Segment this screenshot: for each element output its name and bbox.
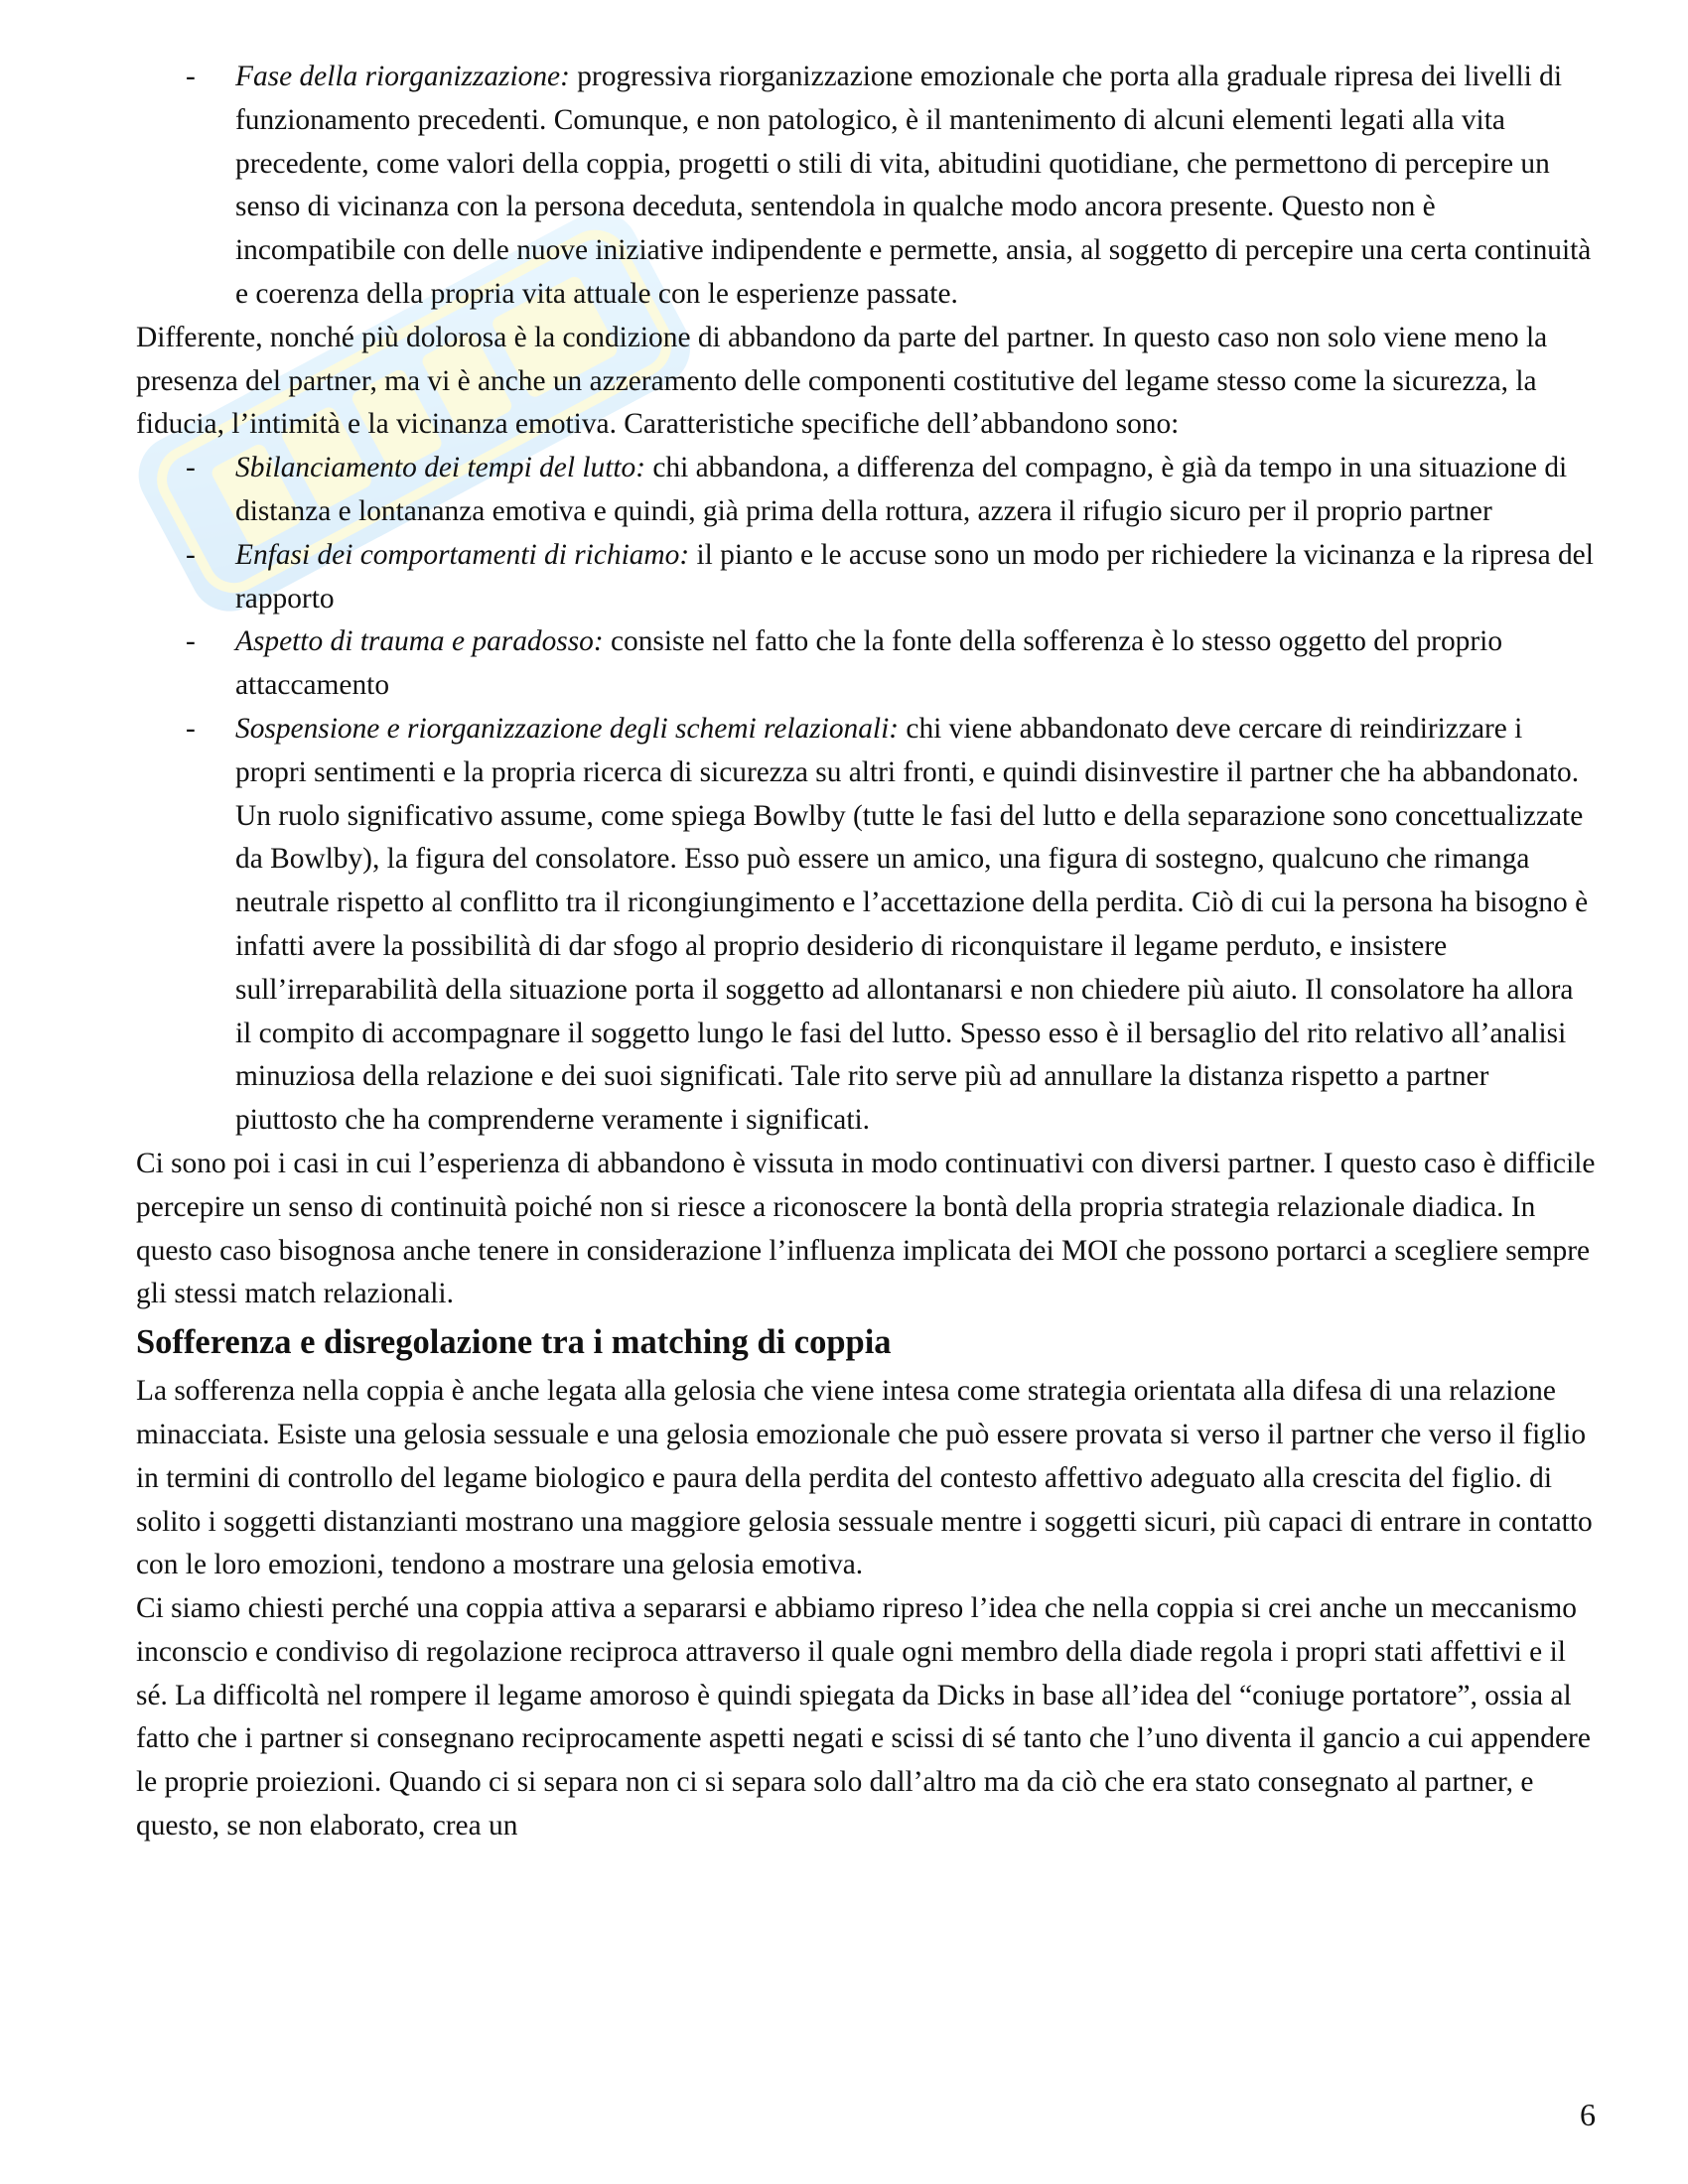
list-dash: -: [186, 712, 196, 745]
bullet-enfasi: [136, 534, 1596, 621]
bullet-text: il pianto e le accuse sono un modo per richiedere la vicinanza e la ripresa del rapporto: [235, 538, 1594, 614]
bullet-text: consiste nel fatto che la fonte della sofferenza è lo stesso oggetto del proprio attaccamento: [235, 625, 1503, 702]
section-heading: Sofferenza e disregolazione tra i matching di coppia: [136, 1323, 892, 1362]
page-number: 6: [1580, 2097, 1596, 2132]
paragraph-gelosia: La sofferenza nella coppia è anche legata alla gelosia che viene intesa come strategia orientata alla difesa di una relazione minacciata. Esiste una gelosia sessuale e una gelosia emozionale che può essere provata si verso il partner che verso il figlio in termini di controllo del legame biologico e paura della perdita del contesto affettivo adeguato alla crescita del figlio. di solito i soggetti distanzianti mostrano una maggiore gelosia sessuale mentre i soggetti sicuri, più capaci di entrare in contatto con le loro emozioni, tendono a mostrare una gelosia emotiva.: [136, 1375, 1593, 1581]
bullet-sospensione: [136, 708, 1596, 1143]
bullet-text: chi viene abbandonato deve cercare di reindirizzare i propri sentimenti e la propria ricerca di sicurezza su altri fronti, e quindi disinvestire il partner che ha abbandonato. Un ruolo significativo assume, come spiega Bowlby (tutte le fasi del lutto e della separazione sono concettualizzate da Bowlby), la figura del consolatore. Esso può essere un amico, una figura di sostegno, qualcuno che rimanga neutrale rispetto al conflitto tra il ricongiungimento e l’accettazione della perdita. Ciò di cui la persona ha bisogno è infatti avere la possibilità di dar sfogo al proprio desiderio di riconquistare il legame perduto, e insistere sull’irreparabilità della situazione porta il soggetto ad allontanarsi e non chiedere più aiuto. Il consolatore ha allora il compito di accompagnare il soggetto lungo le fasi del lutto. Spesso esso è il bersaglio del rito relativo all’analisi minuziosa della relazione e dei suoi significati. Tale rito serve più ad annullare la distanza rispetto a partner piuttosto che ha comprenderne veramente i significati.: [235, 712, 1589, 1137]
paragraph-abbandono: Differente, nonché più dolorosa è la condizione di abbandono da parte del partner. In questo caso non solo viene meno la presenza del partner, ma vi è anche un azzeramento delle componenti costitutive del legame stesso come la sicurezza, la fiducia, l’intimità e la vicinanza emotiva. Caratteristiche specifiche dell’abbandono sono:: [136, 321, 1548, 441]
bullet-sbilanciamento: [136, 447, 1596, 534]
bullet-riorganizzazione: [136, 56, 1596, 317]
document-page: [136, 56, 1596, 1848]
bullet-term: Fase della riorganizzazione:: [235, 61, 570, 92]
list-dash: -: [186, 452, 196, 484]
bullet-text: progressiva riorganizzazione emozionale che porta alla graduale ripresa dei livelli di funzionamento precedenti. Comunque, e non patologico, è il mantenimento di alcuni elementi legati alla vita precedente, come valori della coppia, progetti o stili di vita, abitudini quotidiane, che permettono di percepire un senso di vicinanza con la persona deceduta, sentendola in qualche modo ancora presente. Questo non è incompatibile con delle nuove iniziative indipendente e permette, ansia, al soggetto di percepire una certa continuità e coerenza della propria vita attuale con le esperienze passate.: [235, 61, 1592, 310]
bullet-trauma: [136, 620, 1596, 708]
list-dash: -: [186, 625, 196, 658]
bullet-term: Sbilanciamento dei tempi del lutto:: [235, 452, 646, 484]
paragraph-dicks: Ci siamo chiesti perché una coppia attiva a separarsi e abbiamo ripreso l’idea che nella coppia si crei anche un meccanismo inconscio e condiviso di regolazione reciproca attraverso il quale ogni membro della diade regola i propri stati affettivi e il sé. La difficoltà nel rompere il legame amoroso è quindi spiegata da Dicks in base all’idea del “coniuge portatore”, ossia al fatto che i partner si consegnano reciprocamente aspetti negati e scissi di sé tanto che l’uno diventa il gancio a cui appendere le proprie proiezioni. Quando ci si separa non ci si separa solo dall’altro ma da ciò che era stato consegnato al partner, e questo, se non elaborato, crea un: [136, 1592, 1591, 1843]
bullet-text: chi abbandona, a differenza del compagno, è già da tempo in una situazione di distanza e lontananza emotiva e quindi, già prima della rottura, azzera il rifugio sicuro per il proprio partner: [235, 452, 1568, 527]
bullet-term: Aspetto di trauma e paradosso:: [235, 625, 604, 658]
paragraph-continuativi: Ci sono poi i casi in cui l’esperienza di abbandono è vissuta in modo continuativi con diversi partner. I questo caso è difficile percepire un senso di continuità poiché non si riesce a riconoscere la bontà della propria strategia relazionale diadica. In questo caso bisognosa anche tenere in considerazione l’influenza implicata dei MOI che possono portarci a scegliere sempre gli stessi match relazionali.: [136, 1147, 1596, 1310]
bullet-term: Enfasi dei comportamenti di richiamo:: [235, 538, 690, 571]
list-dash: -: [186, 538, 196, 571]
list-dash: -: [186, 61, 196, 92]
bullet-term: Sospensione e riorganizzazione degli schemi relazionali:: [235, 712, 900, 745]
